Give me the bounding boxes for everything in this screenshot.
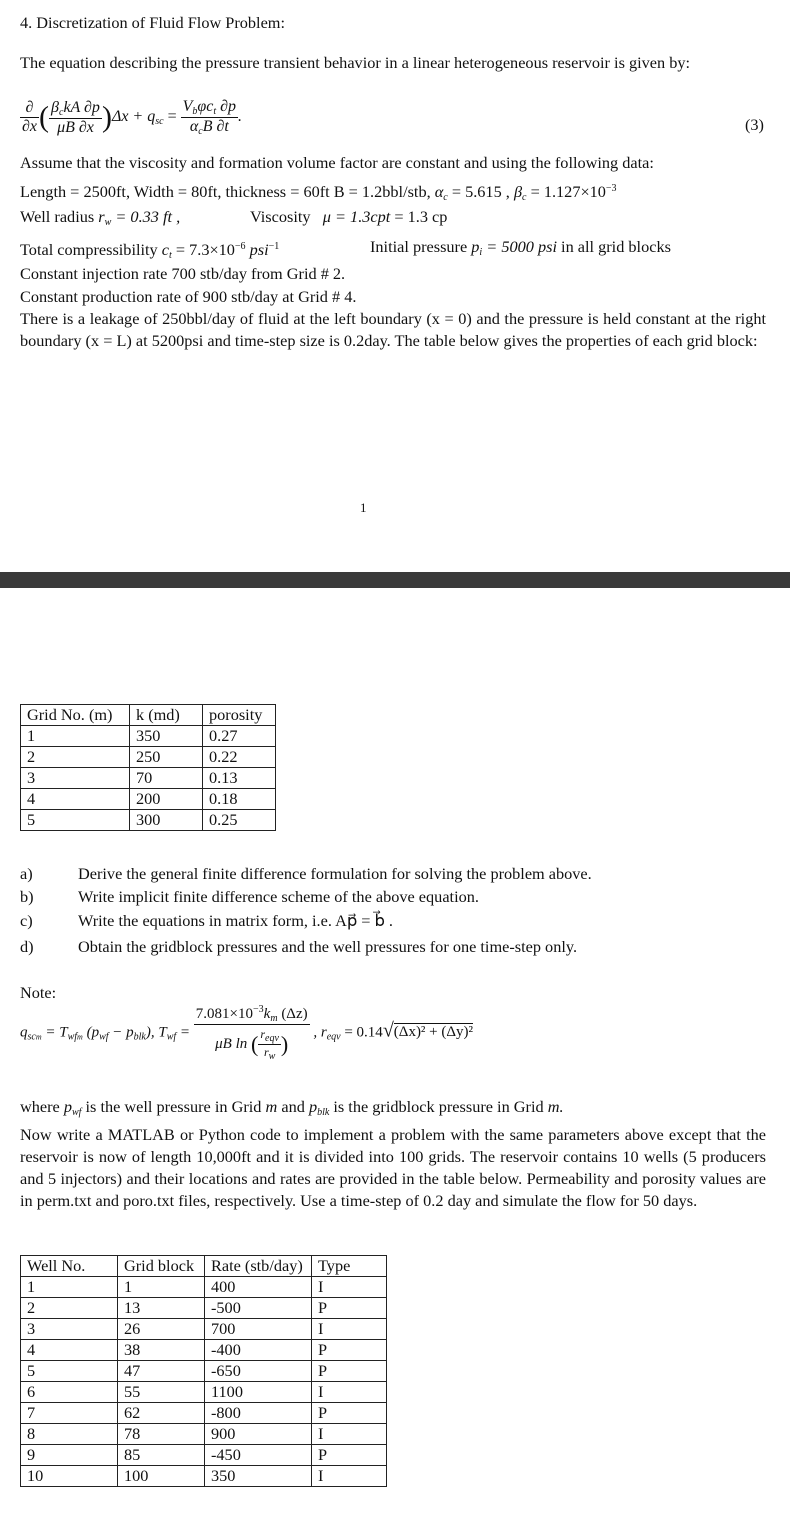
table-row xyxy=(21,747,276,768)
table-cell: -500 xyxy=(205,1298,312,1319)
leakage-paragraph: There is a leakage of 250bbl/day of fluid at the left boundary (x = 0) and the pressure is held constant at the right boundary (x = L) at 5200psi and time-step size is 0.2day. The table below gives the properties of each grid block: xyxy=(20,309,766,350)
table-row xyxy=(21,1382,387,1403)
table-cell: 13 xyxy=(118,1298,205,1319)
inner-fraction: $\frac{\beta_ckA \partial p}{\mu B \partial x}$ xyxy=(51,98,100,136)
transmissibility-fraction: $7.081\times 10^{-3}k_m$ (Δz) μB ln ( $\frac{r_{eqv}}{r_w}$ ) xyxy=(195,1004,308,1062)
table-cell: 0.25 xyxy=(203,810,276,831)
table-cell: P xyxy=(312,1361,387,1382)
table-cell: 2 xyxy=(21,1298,118,1319)
question-a-label: a) xyxy=(20,864,33,883)
question-d-label: d) xyxy=(20,937,34,956)
table-cell: -800 xyxy=(205,1403,312,1424)
table-cell: I xyxy=(312,1277,387,1298)
data-line-3: Total compressibility $c_t = 7.3\times 10^{-6}$ psi$^{-1}$ xyxy=(20,240,280,261)
question-b-text: Write implicit finite difference scheme of the above equation. xyxy=(78,887,479,906)
table-cell: 1 xyxy=(21,726,130,747)
equation-number: (3) xyxy=(745,115,764,134)
table-row xyxy=(21,1340,387,1361)
assume-line: Assume that the viscosity and formation volume factor are constant and using the following data: xyxy=(20,153,654,172)
table-cell: 100 xyxy=(118,1466,205,1487)
note-label: Note: xyxy=(20,983,57,1002)
table-cell: 4 xyxy=(21,1340,118,1361)
table-cell: P xyxy=(312,1445,387,1466)
table-row xyxy=(21,1445,387,1466)
table-cell: 0.27 xyxy=(203,726,276,747)
table-cell: -400 xyxy=(205,1340,312,1361)
table-cell: 350 xyxy=(205,1466,312,1487)
table-row xyxy=(21,810,276,831)
table-row xyxy=(21,768,276,789)
header-cell: k (md) xyxy=(130,705,203,726)
table-cell: 62 xyxy=(118,1403,205,1424)
page-separator xyxy=(0,572,790,588)
data-line-2: Well radius $r_w = 0.33$ ft , xyxy=(20,207,181,228)
table-cell: P xyxy=(312,1298,387,1319)
table-cell: 10 xyxy=(21,1466,118,1487)
table-cell: 55 xyxy=(118,1382,205,1403)
header-cell: Grid block xyxy=(118,1256,205,1277)
table-cell: 5 xyxy=(21,810,130,831)
well-equation: $q_{scm} = T_{wfm}$ $(p_{wf} - p_{blk})$, $T_{wf}$ = $7.081\times 10^{-3}k_m$ (Δz) μB ln ( $\frac{r_{eqv}}{r_w}$ ) , $r_{eqv} = 0.14√(\Delta x)^2 + (\Delta y)^2$ xyxy=(20,1004,474,1062)
table-cell: 47 xyxy=(118,1361,205,1382)
table-cell: 78 xyxy=(118,1424,205,1445)
question-b-label: b) xyxy=(20,887,34,906)
table-cell: P xyxy=(312,1403,387,1424)
table-row xyxy=(21,1361,387,1382)
table-row xyxy=(21,789,276,810)
table-cell: 200 xyxy=(130,789,203,810)
table-cell: I xyxy=(312,1424,387,1445)
production-line: Constant production rate of 900 stb/day at Grid # 4. xyxy=(20,287,357,306)
table-cell: 8 xyxy=(21,1424,118,1445)
table-cell: 900 xyxy=(205,1424,312,1445)
grid-properties-table xyxy=(20,704,276,831)
table-row xyxy=(21,1319,387,1340)
table-header-row xyxy=(21,705,276,726)
header-cell: Type xyxy=(312,1256,387,1277)
table-cell: 26 xyxy=(118,1319,205,1340)
intro-paragraph: The equation describing the pressure transient behavior in a linear heterogeneous reservoir is given by: xyxy=(20,53,691,72)
table-cell: 300 xyxy=(130,810,203,831)
table-header-row xyxy=(21,1256,387,1277)
question-a-text: Derive the general finite difference formulation for solving the problem above. xyxy=(78,864,592,883)
question-c-label: c) xyxy=(20,911,33,930)
table-cell: P xyxy=(312,1340,387,1361)
outer-derivative: $\frac{\partial}{\partial x}$ xyxy=(22,99,38,135)
table-cell: I xyxy=(312,1382,387,1403)
injection-line: Constant injection rate 700 stb/day from Grid # 2. xyxy=(20,264,346,283)
table-cell: -650 xyxy=(205,1361,312,1382)
table-cell: 9 xyxy=(21,1445,118,1466)
table-cell: -450 xyxy=(205,1445,312,1466)
table-cell: 38 xyxy=(118,1340,205,1361)
where-line: where $p_{wf}$ is the well pressure in Grid m and $p_{blk}$ is the gridblock pressure in Grid m. xyxy=(20,1097,564,1118)
question-c-text: Write the equations in matrix form, i.e. Ap⃗ = b⃗ . xyxy=(78,911,393,930)
table-cell: 85 xyxy=(118,1445,205,1466)
viscosity-line: Viscosity μ = 1.3cpt = 1.3 cp xyxy=(250,207,448,226)
table-cell: 700 xyxy=(205,1319,312,1340)
well-table xyxy=(20,1255,387,1487)
table-cell: 6 xyxy=(21,1382,118,1403)
header-cell: Rate (stb/day) xyxy=(205,1256,312,1277)
table-cell: 2 xyxy=(21,747,130,768)
governing-equation: $\frac{\partial}{\partial x}$ ( $\frac{\beta_ckA \partial p}{\mu B \partial x}$ )$\Delta x + q_{sc}$ = $\frac{V_b\varphi c_t \partial p}{\alpha_cB \partial t}$ . xyxy=(22,98,243,137)
table-cell: 400 xyxy=(205,1277,312,1298)
problem-heading: 4. Discretization of Fluid Flow Problem: xyxy=(20,13,285,32)
initial-pressure-line: Initial pressure $p_i = 5000$ psi in all grid blocks xyxy=(370,237,671,258)
table-cell: 1 xyxy=(21,1277,118,1298)
header-cell: Well No. xyxy=(21,1256,118,1277)
table-row xyxy=(21,726,276,747)
rhs-fraction: $\frac{V_b\varphi c_t \partial p}{\alpha_cB \partial t}$ xyxy=(182,98,237,137)
table-cell: 350 xyxy=(130,726,203,747)
table-cell: 7 xyxy=(21,1403,118,1424)
table-cell: 1 xyxy=(118,1277,205,1298)
header-cell: Grid No. (m) xyxy=(21,705,130,726)
table-cell: 3 xyxy=(21,1319,118,1340)
table-cell: 5 xyxy=(21,1361,118,1382)
table-row xyxy=(21,1403,387,1424)
data-line-1: Length = 2500ft, Width = 80ft, thickness = 60ft B = 1.2bbl/stb, $\alpha_c = 5.615$ , $\beta_c = 1.127\times 10^{-3}$ xyxy=(20,182,617,203)
table-row xyxy=(21,1424,387,1445)
table-cell: I xyxy=(312,1466,387,1487)
table-cell: 0.22 xyxy=(203,747,276,768)
table-cell: I xyxy=(312,1319,387,1340)
table-row xyxy=(21,1277,387,1298)
table-cell: 3 xyxy=(21,768,130,789)
table-cell: 0.13 xyxy=(203,768,276,789)
table-cell: 1100 xyxy=(205,1382,312,1403)
table-cell: 70 xyxy=(130,768,203,789)
table-row xyxy=(21,1298,387,1319)
question-d-text: Obtain the gridblock pressures and the well pressures for one time-step only. xyxy=(78,937,578,956)
header-cell: porosity xyxy=(203,705,276,726)
table-row xyxy=(21,1466,387,1487)
page-number: 1 xyxy=(360,500,367,515)
matlab-paragraph: Now write a MATLAB or Python code to implement a problem with the same parameters above except that the reservoir is now of length 10,000ft and it is divided into 100 grids. The reservoir contains 10 wells (5 producers and 5 injectors) and their locations and rates are provided in the table below. Permeability and porosity values are in perm.txt and poro.txt files, respectively. Use a time-step of 0.2 day and simulate the flow for 50 days. xyxy=(20,1125,766,1210)
table-cell: 4 xyxy=(21,789,130,810)
table-cell: 0.18 xyxy=(203,789,276,810)
table-cell: 250 xyxy=(130,747,203,768)
